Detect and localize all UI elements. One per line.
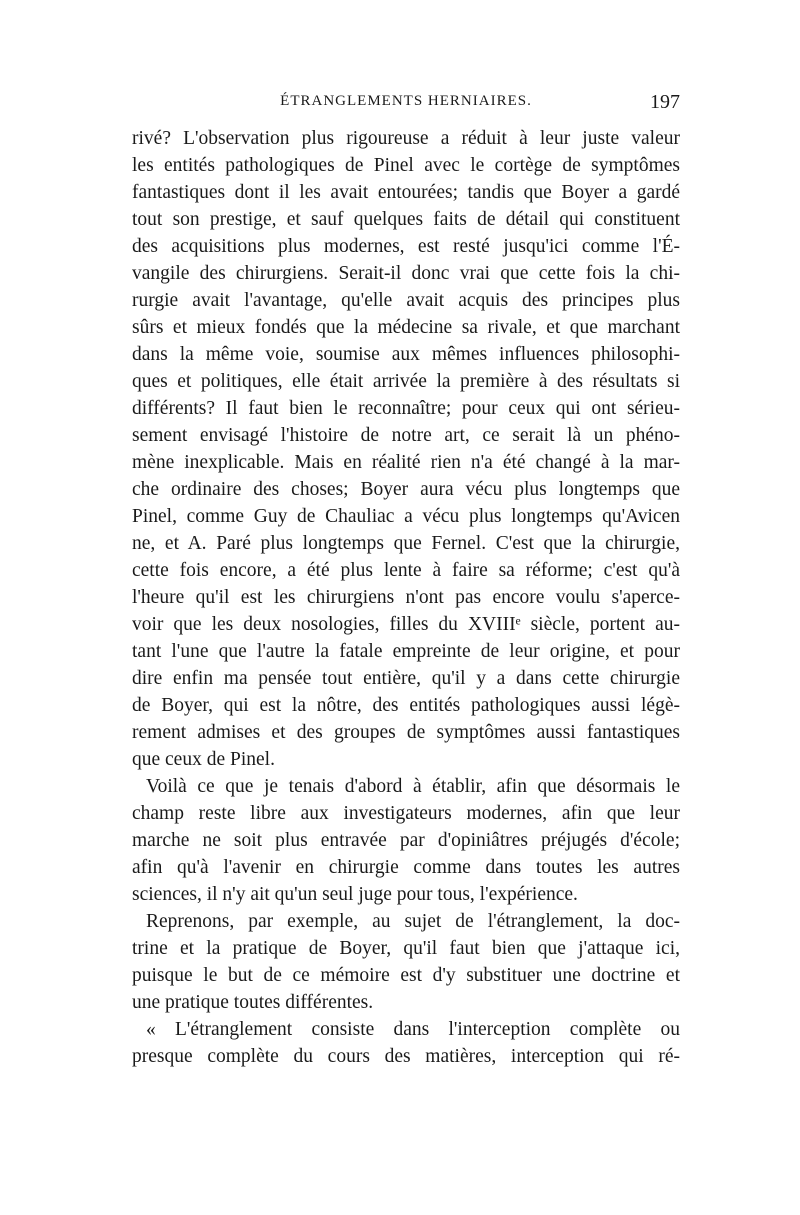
text-line: voir que les deux nosologies, filles du XVIIIᵉ siècle, portent au- [132, 614, 680, 635]
body-text [132, 125, 680, 1070]
text-line: champ reste libre aux investigateurs modernes, afin que leur [132, 803, 680, 824]
text-line: Voilà ce que je tenais d'abord à établir, afin que désormais le [146, 776, 680, 797]
text-line: tant l'une que l'autre la fatale empreinte de leur origine, et pour [132, 641, 680, 662]
text-line: fantastiques dont il les avait entourées; tandis que Boyer a gardé [132, 182, 680, 203]
text-line: mène inexplicable. Mais en réalité rien n'a été changé à la mar- [132, 452, 680, 473]
text-line: différents? Il faut bien le reconnaître; pour ceux qui ont sérieu- [132, 398, 680, 419]
text-line: marche ne soit plus entravée par d'opiniâtres préjugés d'école; [132, 830, 680, 851]
text-line: ques et politiques, elle était arrivée la première à des résultats si [132, 371, 680, 392]
text-line: que ceux de Pinel. [132, 749, 275, 770]
text-line: dire enfin ma pensée tout entière, qu'il y a dans cette chirurgie [132, 668, 680, 689]
text-line: cette fois encore, a été plus lente à faire sa réforme; c'est qu'à [132, 560, 680, 581]
text-line: sement envisagé l'histoire de notre art, ce serait là un phéno- [132, 425, 680, 446]
text-line: puisque le but de ce mémoire est d'y substituer une doctrine et [132, 965, 680, 986]
text-line: tout son prestige, et sauf quelques faits de détail qui constituent [132, 209, 680, 230]
text-line: une pratique toutes différentes. [132, 992, 374, 1013]
text-line: vangile des chirurgiens. Serait-il donc vrai que cette fois la chi- [132, 263, 680, 284]
text-line: che ordinaire des choses; Boyer aura vécu plus longtemps que [132, 479, 680, 500]
text-line: sciences, il n'y ait qu'un seul juge pour tous, l'expérience. [132, 884, 578, 905]
text-line: des acquisitions plus modernes, est resté jusqu'ici comme l'É- [132, 236, 680, 257]
text-line: trine et la pratique de Boyer, qu'il faut bien que j'attaque ici, [132, 938, 680, 959]
page-number: 197 [650, 91, 680, 113]
text-line: les entités pathologiques de Pinel avec le cortège de symptômes [132, 155, 680, 176]
text-line: ne, et A. Paré plus longtemps que Fernel. C'est que la chirurgie, [132, 533, 680, 554]
text-line: presque complète du cours des matières, interception qui ré- [132, 1046, 680, 1067]
text-line: afin qu'à l'avenir en chirurgie comme dans toutes les autres [132, 857, 680, 878]
running-head: ÉTRANGLEMENTS HERNIAIRES. [280, 93, 532, 109]
text-line: Reprenons, par exemple, au sujet de l'étranglement, la doc- [146, 911, 680, 932]
text-line: dans la même voie, soumise aux mêmes influences philosophi- [132, 344, 680, 365]
text-line: « L'étranglement consiste dans l'interception complète ou [146, 1019, 680, 1040]
text-line: Pinel, comme Guy de Chauliac a vécu plus longtemps qu'Avicen [132, 506, 680, 527]
text-line: sûrs et mieux fondés que la médecine sa rivale, et que marchant [132, 317, 680, 338]
text-line: l'heure qu'il est les chirurgiens n'ont pas encore voulu s'aperce- [132, 587, 680, 608]
text-line: de Boyer, qui est la nôtre, des entités pathologiques aussi légè- [132, 695, 680, 716]
text-line: rurgie avait l'avantage, qu'elle avait acquis des principes plus [132, 290, 680, 311]
text-line: rivé? L'observation plus rigoureuse a réduit à leur juste valeur [132, 128, 680, 149]
page-header [132, 93, 680, 117]
text-line: rement admises et des groupes de symptômes aussi fantastiques [132, 722, 680, 743]
